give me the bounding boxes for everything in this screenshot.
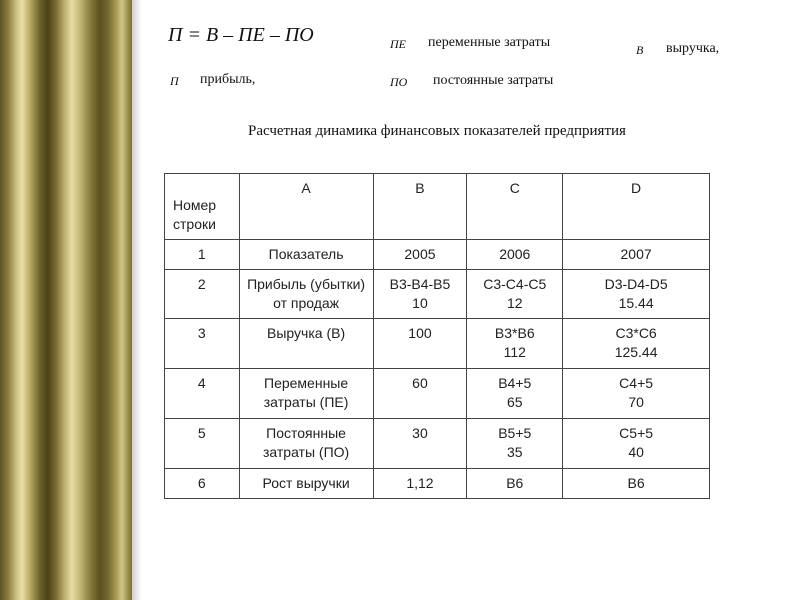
cell-2007: C3*C6 125.44 <box>563 319 710 369</box>
cell-indicator: Постоянные затраты (ПО) <box>239 419 373 469</box>
cell-row-number: 1 <box>165 240 240 270</box>
table-header-row <box>165 174 710 240</box>
legend-label-profit: прибыль, <box>200 72 256 87</box>
cell-2007: D3-D4-D5 15.44 <box>563 270 710 319</box>
cell-2005: B3-B4-B5 10 <box>373 270 467 319</box>
header-col-c: С <box>467 174 563 240</box>
cell-row-number: 2 <box>165 270 240 319</box>
cell-2006: B3*B6 112 <box>467 319 563 369</box>
legend-symbol-revenue: В <box>636 43 644 57</box>
cell-row-number: 5 <box>165 419 240 469</box>
cell-indicator: Выручка (В) <box>239 319 373 369</box>
table-row <box>165 369 710 419</box>
cell-2007: B6 <box>563 469 710 499</box>
cell-2006: B4+5 65 <box>467 369 563 419</box>
cell-2006: C3-C4-C5 12 <box>467 270 563 319</box>
cell-2007: C4+5 70 <box>563 369 710 419</box>
cell-2006: 2006 <box>467 240 563 270</box>
legend-label-fixed-costs: постоянные затраты <box>433 73 554 88</box>
legend-label-variable-costs: переменные затраты <box>428 35 551 50</box>
table-row <box>165 240 710 270</box>
cell-2006: B5+5 35 <box>467 419 563 469</box>
legend-symbol-variable-costs: ПЕ <box>390 37 406 51</box>
cell-2005: 1,12 <box>373 469 467 499</box>
table-row <box>165 469 710 499</box>
header-col-b: В <box>373 174 467 240</box>
table-row <box>165 319 710 369</box>
cell-2005: 60 <box>373 369 467 419</box>
header-row-number: Номер строки <box>165 174 240 240</box>
cell-indicator: Прибыль (убытки) от продаж <box>239 270 373 319</box>
legend-symbol-fixed-costs: ПО <box>390 75 408 89</box>
cell-2006: B6 <box>467 469 563 499</box>
table-title: Расчетная динамика финансовых показателей предприятия <box>248 123 626 139</box>
financial-indicators-table <box>164 173 710 499</box>
cell-row-number: 3 <box>165 319 240 369</box>
profit-formula: П = В – ПЕ – ПО <box>168 24 314 46</box>
cell-indicator: Показатель <box>239 240 373 270</box>
table-row <box>165 270 710 319</box>
cell-2005: 100 <box>373 319 467 369</box>
legend-label-revenue: выручка, <box>666 41 720 56</box>
cell-row-number: 4 <box>165 369 240 419</box>
cell-2005: 30 <box>373 419 467 469</box>
cell-2005: 2005 <box>373 240 467 270</box>
header-col-a: А <box>239 174 373 240</box>
header-col-d: D <box>563 174 710 240</box>
cell-row-number: 6 <box>165 469 240 499</box>
cell-2007: C5+5 40 <box>563 419 710 469</box>
table-row <box>165 419 710 469</box>
decorative-curtain <box>0 0 132 600</box>
cell-indicator: Переменные затраты (ПЕ) <box>239 369 373 419</box>
legend-symbol-profit: П <box>170 74 179 88</box>
cell-indicator: Рост выручки <box>239 469 373 499</box>
cell-2007: 2007 <box>563 240 710 270</box>
